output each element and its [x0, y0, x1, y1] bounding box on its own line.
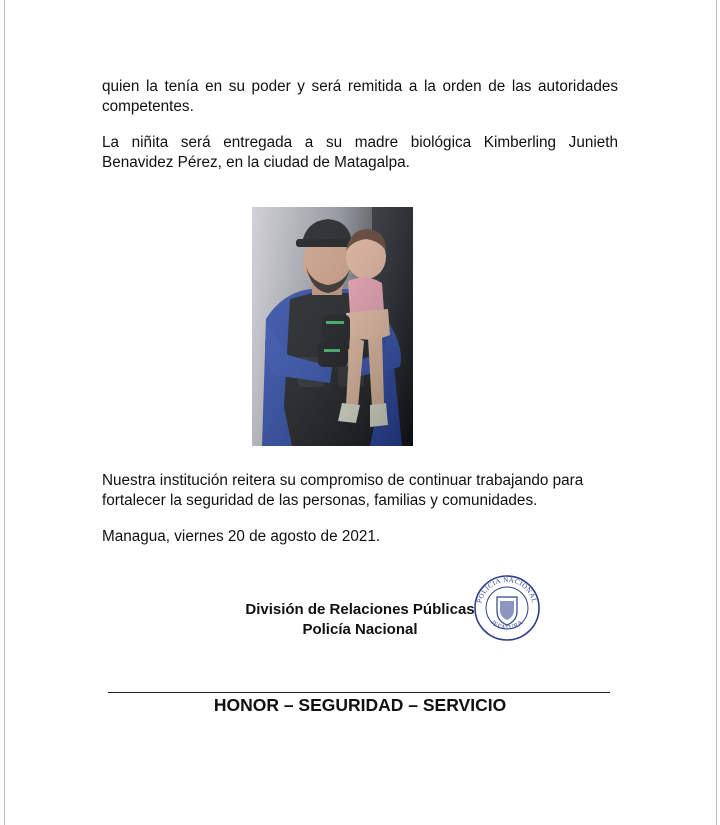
- paragraph-commitment: Nuestra institución reitera su compromiso de continuar trabajando para fortalecer la seguridad de las personas, familias y comunidades.: [102, 472, 584, 509]
- footer-rule: [108, 692, 610, 693]
- paragraph-custody: quien la tenía en su poder y será remitida a la orden de las autoridades competentes.: [102, 78, 618, 115]
- page-edge-right: [716, 0, 717, 825]
- signature-division: División de Relaciones Públicas: [245, 601, 475, 618]
- police-seal-stamp: [471, 573, 543, 643]
- signature-institution: Policía Nacional: [302, 621, 418, 638]
- footer-motto: HONOR – SEGURIDAD – SERVICIO: [213, 695, 507, 715]
- page-edge-left: [4, 0, 5, 825]
- date-line: Managua, viernes 20 de agosto de 2021.: [102, 528, 381, 545]
- seal-top-text: POLICIA NACIONAL: [475, 575, 539, 605]
- police-officer-holding-child-photo: [252, 207, 413, 446]
- seal-bottom-text: JEFATURA: [489, 618, 525, 632]
- paragraph-delivery: La niñita será entregada a su madre biológica Kimberling Junieth Benavidez Pérez, en la ciudad de Matagalpa.: [102, 134, 618, 171]
- svg-text:POLICIA NACIONAL: [475, 576, 538, 604]
